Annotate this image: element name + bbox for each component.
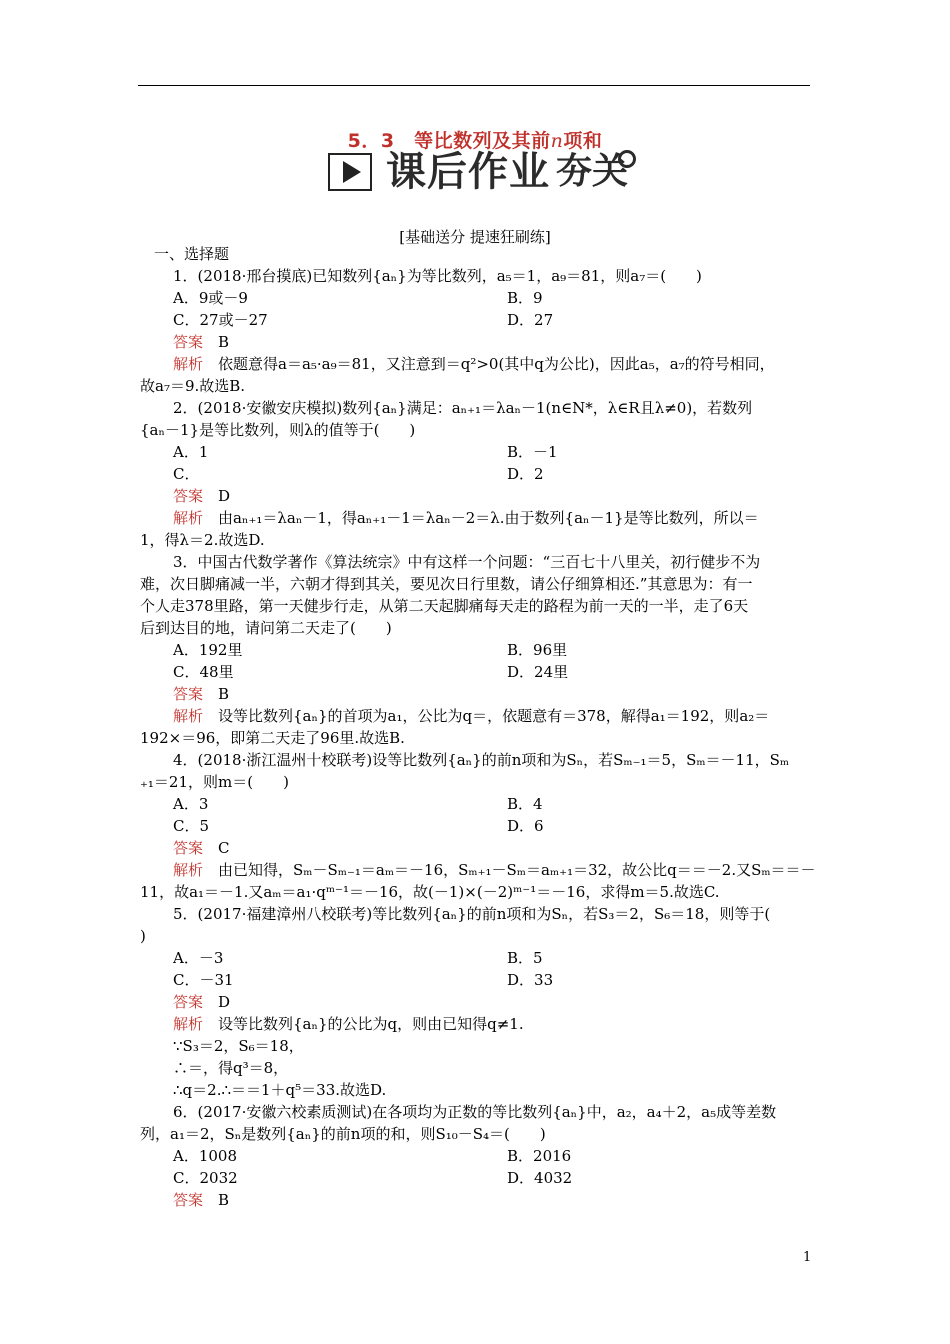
line-text: 设等比数列{aₙ}的公比为q，则由已知得q≠1. — [203, 1015, 524, 1033]
line-text: 1．(2018·邢台摸底)已知数列{aₙ}为等比数列，a₅＝1，a₉＝81，则a₇＝( ) — [173, 267, 702, 285]
gear-icon — [618, 150, 636, 168]
banner-text: 课后作业 — [386, 149, 550, 195]
text-line — [173, 750, 789, 771]
line-text: A．192里 — [173, 641, 243, 659]
text-line — [173, 354, 775, 375]
text-line — [173, 1102, 776, 1123]
line-text: A．1 — [173, 443, 209, 461]
text-line — [173, 288, 248, 309]
text-line — [173, 970, 234, 991]
text-line — [173, 1190, 229, 1211]
text-line — [173, 486, 230, 507]
text-line — [173, 794, 208, 815]
line-text: B — [203, 1191, 230, 1209]
text-line — [173, 860, 816, 881]
text-line — [173, 266, 702, 287]
section-subtitle: [基础送分 提速狂刷练] — [399, 228, 551, 246]
line-text: ∴＝，得q³＝8， — [173, 1059, 289, 1077]
text-line — [173, 332, 229, 353]
line-text: ) — [140, 927, 146, 945]
text-line — [173, 464, 199, 485]
line-text: A．1008 — [173, 1147, 238, 1165]
text-line — [140, 728, 405, 749]
line-text: 设等比数列{aₙ}的首项为a₁，公比为q＝，依题意有＝378，解得a₁＝192，则a₂＝ — [203, 707, 770, 725]
analysis-label: 解析 — [173, 861, 204, 879]
line-text: D．6 — [507, 817, 544, 835]
analysis-label: 解析 — [173, 509, 204, 527]
line-text: A．－3 — [173, 949, 224, 967]
line-text: 3．中国古代数学著作《算法统宗》中有这样一个问题：“三百七十八里关，初行健步不为 — [173, 553, 761, 571]
answer-label: 答案 — [173, 685, 204, 703]
line-text: D．27 — [507, 311, 554, 329]
answer-label: 答案 — [173, 839, 204, 857]
line-text: ∴q＝2.∴＝＝1＋q⁵＝33.故选D. — [173, 1081, 387, 1099]
text-line — [140, 772, 289, 793]
text-line — [507, 948, 543, 969]
text-line — [173, 706, 769, 727]
line-text: C．27或－27 — [173, 311, 268, 329]
line-text: B．5 — [507, 949, 543, 967]
text-line — [154, 244, 229, 265]
text-line — [140, 618, 392, 639]
line-text: B．9 — [507, 289, 543, 307]
line-text: 2．(2018·安徽安庆模拟)数列{aₙ}满足：aₙ₊₁＝λaₙ－1(n∈N*，λ∈R且λ≠0)，若数列 — [173, 399, 753, 417]
header-rule — [138, 85, 810, 86]
line-text: 依题意得a＝a₅·a₉＝81，又注意到＝q²>0(其中q为公比)，因此a₅，a₇的符号相同， — [203, 355, 775, 373]
answer-label: 答案 — [173, 333, 204, 351]
banner-logo: 夯关 — [556, 148, 628, 196]
answer-label: 答案 — [173, 1191, 204, 1209]
line-text: D．24里 — [507, 663, 569, 681]
text-line — [507, 288, 543, 309]
homework-banner — [328, 148, 628, 196]
line-text: ₊₁＝21，则m＝( ) — [140, 773, 289, 791]
line-text: C — [203, 839, 230, 857]
text-line — [507, 816, 544, 837]
line-text: ∵S₃＝2，S₆＝18， — [173, 1037, 304, 1055]
answer-label: 答案 — [173, 487, 204, 505]
analysis-label: 解析 — [173, 707, 204, 725]
text-line — [173, 1168, 238, 1189]
line-text: 6．(2017·安徽六校素质测试)在各项均为正数的等比数列{aₙ}中，a₂，a₄＋2，a₅成等差数 — [173, 1103, 777, 1121]
line-text: C．－31 — [173, 971, 234, 989]
line-text: C．2032 — [173, 1169, 238, 1187]
text-line — [173, 1036, 304, 1057]
text-line — [140, 574, 752, 595]
text-line — [507, 310, 553, 331]
text-line — [173, 662, 234, 683]
text-line — [173, 1080, 386, 1101]
line-text: D．4032 — [507, 1169, 573, 1187]
line-text: 由已知得，Sₘ－Sₘ₋₁＝aₘ＝－16，Sₘ₊₁－Sₘ＝aₘ₊₁＝32，故公比q＝＝－2.又Sₘ＝＝－ — [203, 861, 816, 879]
line-text: D — [203, 487, 231, 505]
analysis-label: 解析 — [173, 355, 204, 373]
text-line — [507, 464, 544, 485]
text-line — [507, 970, 553, 991]
text-line — [507, 1146, 571, 1167]
line-text: 列，a₁＝2，Sₙ是数列{aₙ}的前n项的和，则S₁₀－S₄＝( ) — [140, 1125, 546, 1143]
line-text: C．48里 — [173, 663, 234, 681]
line-text: D．2 — [507, 465, 544, 483]
line-text: 5．(2017·福建漳州八校联考)等比数列{aₙ}的前n项和为Sₙ，若S₃＝2，S₆＝18，则等于( — [173, 905, 771, 923]
text-line — [173, 684, 229, 705]
text-line — [173, 1146, 237, 1167]
text-line — [140, 420, 415, 441]
line-text: 由aₙ₊₁＝λaₙ－1，得aₙ₊₁－1＝λaₙ－2＝λ.由于数列{aₙ－1}是等比数列，所以＝ — [203, 509, 759, 527]
text-line — [507, 794, 543, 815]
line-text: 难，次日脚痛减一半，六朝才得到其关，要见次日行里数，请公仔细算相还.”其意思为：有一 — [140, 575, 753, 593]
answer-label: 答案 — [173, 993, 204, 1011]
play-icon — [328, 153, 372, 191]
text-line — [507, 1168, 572, 1189]
line-text: C．5 — [173, 817, 210, 835]
line-text: 4．(2018·浙江温州十校联考)设等比数列{aₙ}的前n项和为Sₙ，若Sₘ₋₁＝5，Sₘ＝－11，Sₘ — [173, 751, 790, 769]
text-line — [507, 662, 568, 683]
text-line — [140, 882, 720, 903]
text-line — [173, 552, 760, 573]
page-number: 1 — [803, 1250, 812, 1265]
line-text: 11，故a₁＝－1.又aₘ＝a₁·qᵐ⁻¹＝－16，故(－1)×(－2)ᵐ⁻¹＝－16，求得m＝5.故选C. — [140, 883, 720, 901]
text-line — [173, 508, 759, 529]
line-text: B — [203, 685, 230, 703]
text-line — [173, 816, 209, 837]
text-line — [173, 1014, 524, 1035]
line-text: 故a₇＝9.故选B. — [140, 377, 246, 395]
text-line — [140, 1124, 546, 1145]
line-text: D — [203, 993, 231, 1011]
text-line — [140, 926, 146, 947]
line-text: C． — [173, 465, 200, 483]
line-text: D．33 — [507, 971, 554, 989]
line-text: B — [203, 333, 230, 351]
text-line — [140, 530, 265, 551]
line-text: 个人走378里路，第一天健步行走，从第二天起脚痛每天走的路程为前一天的一半，走了6天 — [140, 597, 749, 615]
line-text: 一、选择题 — [154, 245, 230, 263]
text-line — [507, 442, 558, 463]
text-line — [173, 310, 268, 331]
text-line — [173, 398, 752, 419]
line-text: A．9或－9 — [173, 289, 248, 307]
line-text: B．2016 — [507, 1147, 572, 1165]
line-text: 192×＝96，即第二天走了96里.故选B. — [140, 729, 405, 747]
text-line — [173, 640, 242, 661]
line-text: {aₙ－1}是等比数列，则λ的值等于( ) — [140, 421, 416, 439]
line-text: 1，得λ＝2.故选D. — [140, 531, 265, 549]
text-line — [173, 1058, 288, 1079]
title-prefix: 5．3 等比数列及其前 — [347, 130, 551, 152]
line-text: B．4 — [507, 795, 543, 813]
line-text: B．－1 — [507, 443, 558, 461]
text-line — [173, 904, 770, 925]
line-text: A．3 — [173, 795, 209, 813]
text-line — [173, 948, 223, 969]
text-line — [173, 442, 208, 463]
title-suffix: 项和 — [563, 130, 603, 152]
text-line — [507, 640, 567, 661]
title-variable: n — [550, 130, 564, 152]
text-line — [140, 596, 748, 617]
text-line — [173, 838, 230, 859]
line-text: B．96里 — [507, 641, 568, 659]
text-line — [140, 376, 245, 397]
line-text: 后到达目的地，请问第二天走了( ) — [140, 619, 392, 637]
analysis-label: 解析 — [173, 1015, 204, 1033]
text-line — [173, 992, 230, 1013]
